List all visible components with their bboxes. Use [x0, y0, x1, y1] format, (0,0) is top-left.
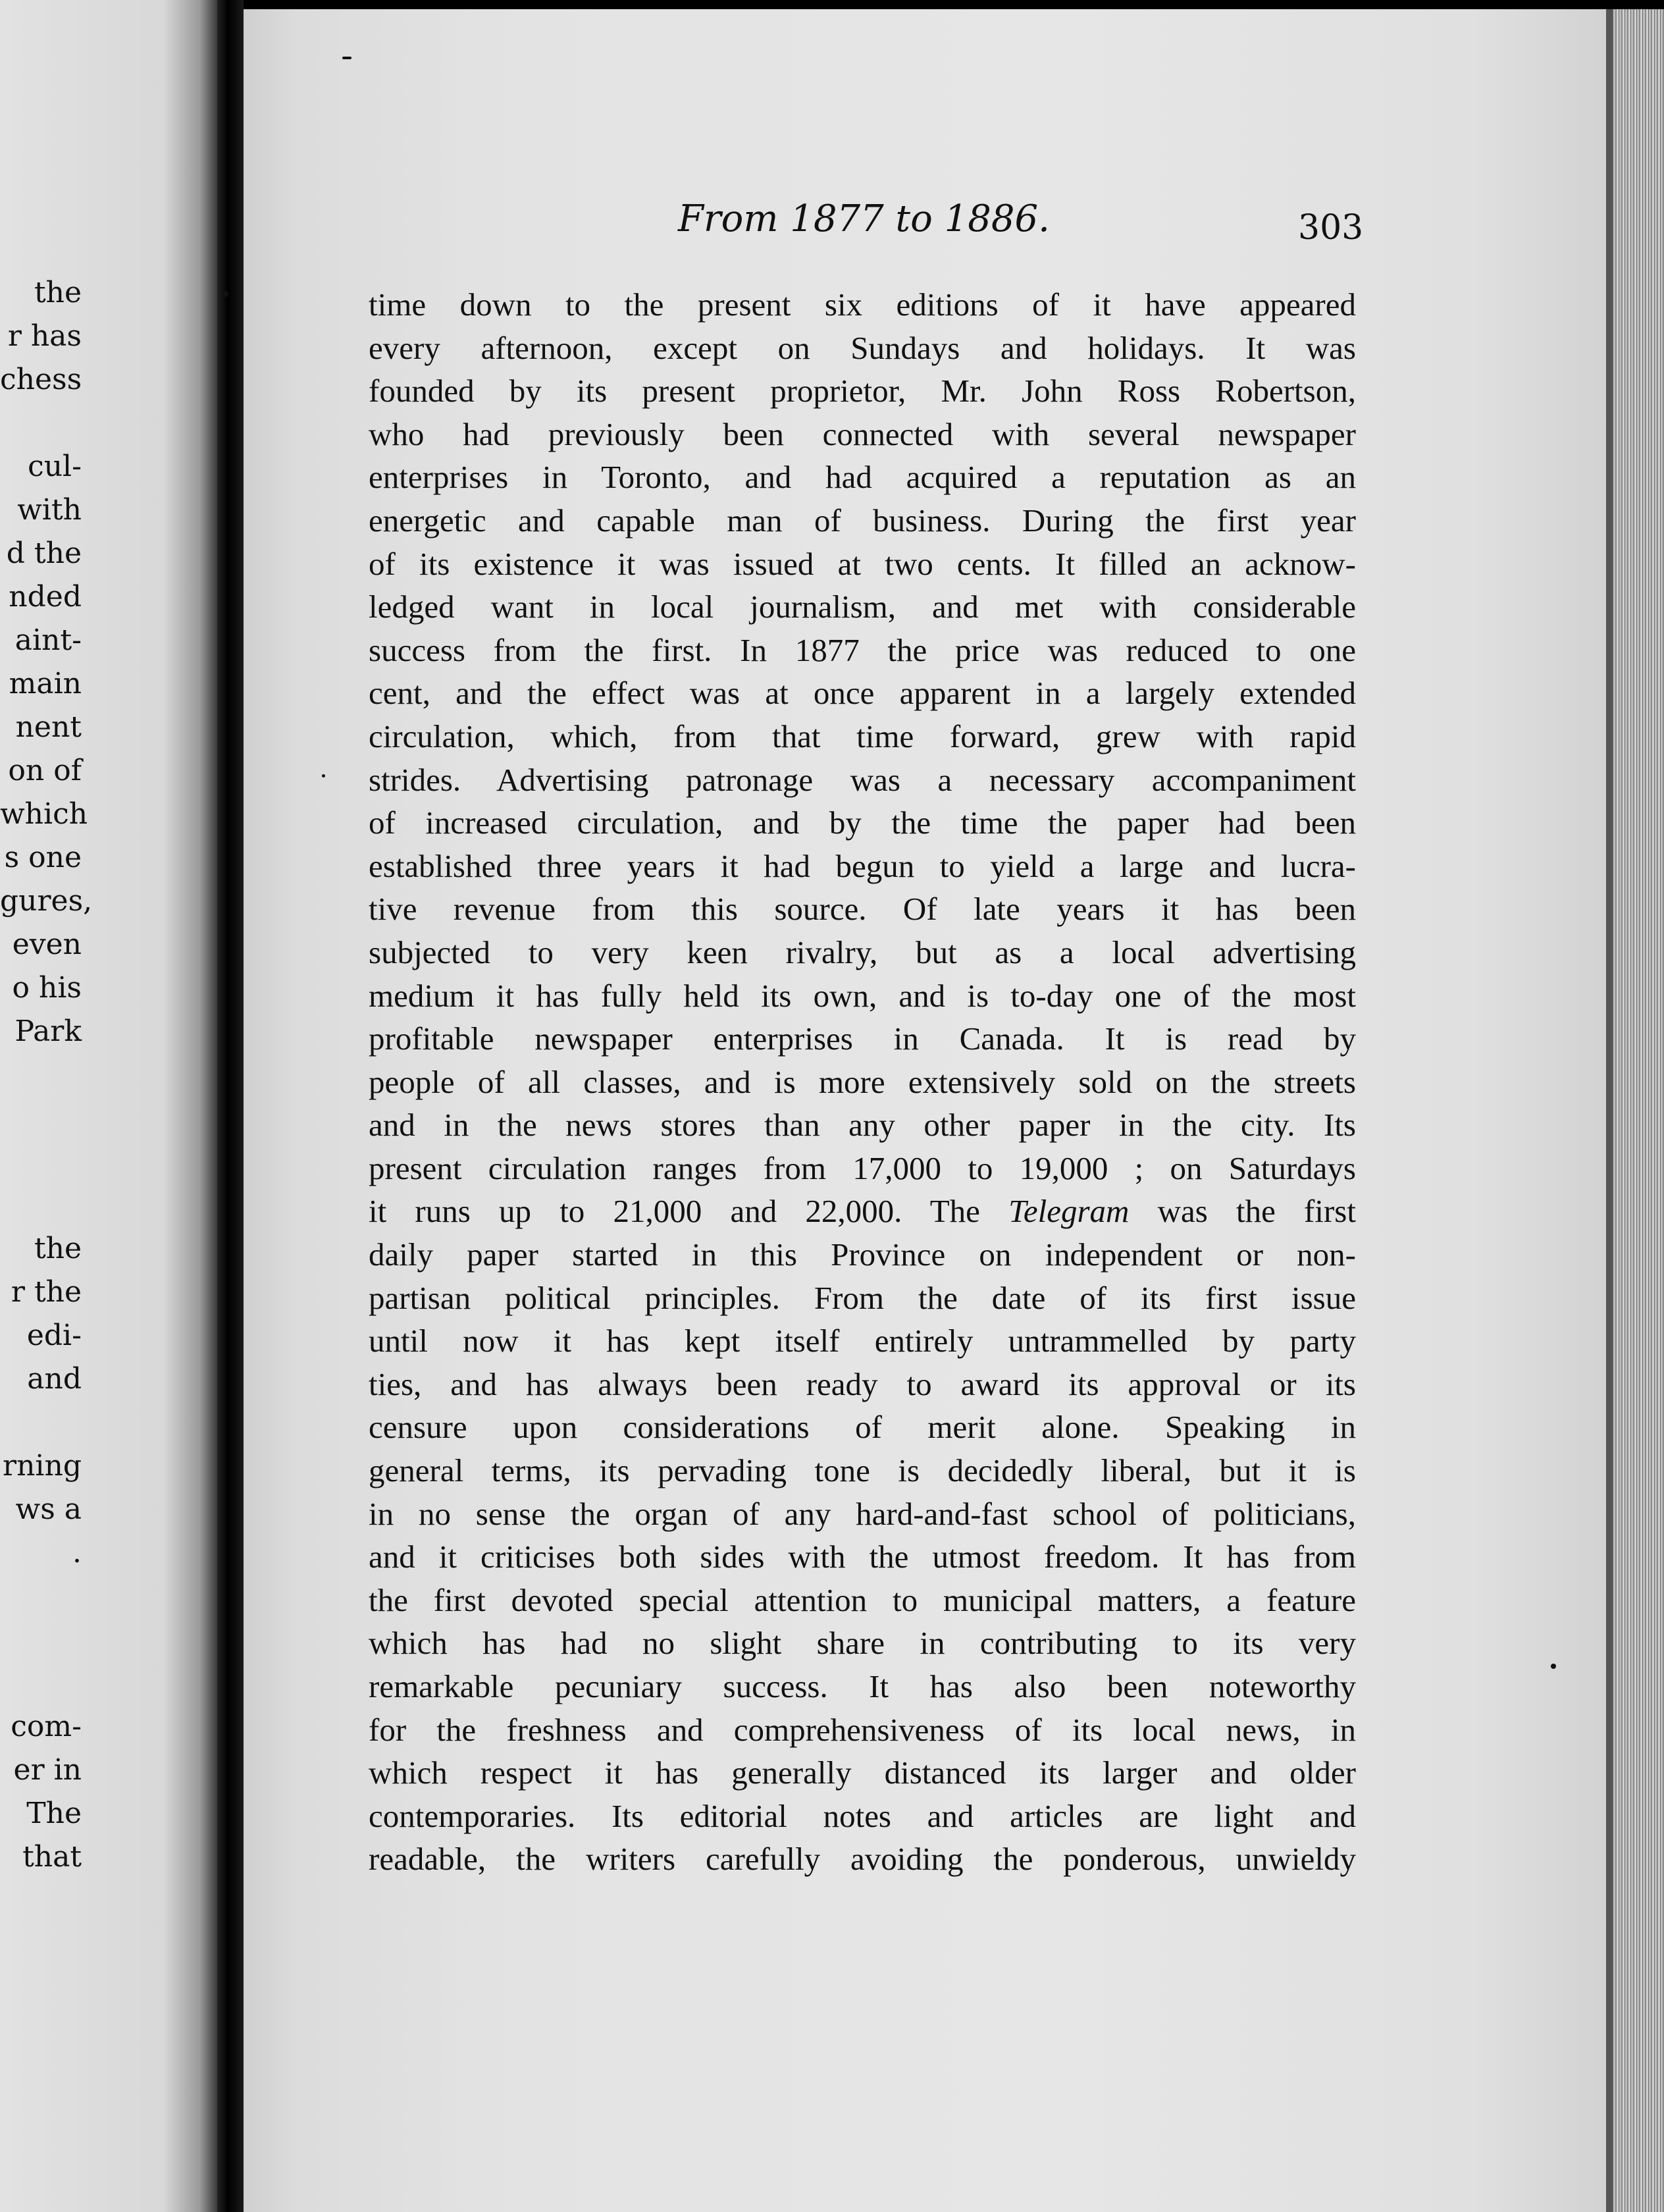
left-page-line — [0, 1097, 82, 1140]
body-line: and in the news stores than any other paper in the city. Its — [369, 1107, 1356, 1144]
body-line: in no sense the organ of any hard-and-fast school of politicians, — [369, 1495, 1356, 1532]
left-page-line — [0, 1053, 82, 1097]
body-line: established three years it had begun to yield a large and lucra- — [369, 847, 1356, 884]
left-page-line: r has — [7, 319, 82, 353]
body-line: ledged want in local journalism, and met with considerable — [369, 589, 1356, 625]
body-line: every afternoon, except on Sundays and holidays. It was — [369, 329, 1356, 366]
left-page-text — [0, 271, 93, 1879]
left-page-line: nded — [9, 580, 82, 614]
page-number: 303 — [1298, 208, 1364, 248]
left-page-line: the — [34, 276, 82, 309]
left-page-line: aint- — [14, 623, 82, 657]
body-line: it runs up to 21,000 and 22,000. The Telegram was the first — [369, 1193, 1356, 1230]
ink-speck — [222, 291, 228, 297]
left-page-line: rning — [3, 1449, 82, 1483]
left-page-line: . — [72, 1536, 82, 1569]
body-line: daily paper started in this Province on independent or non- — [369, 1236, 1356, 1273]
page-edges — [1607, 9, 1664, 2212]
body-line: which has had no slight share in contributing to its very — [369, 1625, 1356, 1662]
body-line: profitable newspaper enterprises in Canada. It is read by — [369, 1020, 1356, 1057]
body-line: circulation, which, from that time forward, grew with rapid — [369, 718, 1356, 754]
left-page-line: ws a — [15, 1492, 82, 1526]
body-line: strides. Advertising patronage was a necessary accompaniment — [369, 761, 1356, 798]
body-line: of its existence it was issued at two cents. It filled an acknow- — [369, 545, 1356, 582]
body-line: energetic and capable man of business. During the first year — [369, 502, 1356, 539]
left-page-line: edi- — [26, 1319, 82, 1352]
left-page-line: on of — [8, 754, 82, 787]
left-page-line — [0, 1575, 82, 1618]
body-line: people of all classes, and is more extensively sold on the streets — [369, 1063, 1356, 1100]
left-page-line: main — [9, 667, 82, 700]
left-page-line — [0, 1401, 82, 1444]
left-page-line: chess — [0, 363, 82, 396]
body-line: the first devoted special attention to municipal matters, a feature — [369, 1581, 1356, 1618]
left-page-line — [0, 1184, 82, 1227]
body-line: founded by its present proprietor, Mr. John Ross Robertson, — [369, 373, 1356, 409]
running-head: From 1877 to 1886. — [678, 198, 1050, 240]
body-line: enterprises in Toronto, and had acquired a reputation as an — [369, 459, 1356, 496]
left-page-line: that — [22, 1840, 82, 1874]
left-page-line: The — [26, 1797, 82, 1830]
body-line: and it criticises both sides with the utmost freedom. It has from — [369, 1539, 1356, 1575]
left-page-line: com- — [11, 1710, 82, 1743]
left-page-line: er in — [13, 1753, 82, 1787]
body-line: partisan political principles. From the date of its first issue — [369, 1279, 1356, 1316]
body-line: remarkable pecuniary success. It has also been noteworthy — [369, 1668, 1356, 1704]
newspaper-title: Telegram — [1008, 1193, 1130, 1230]
body-line: censure upon considerations of merit alone. Speaking in — [369, 1409, 1356, 1446]
left-page-line: d the — [6, 537, 82, 570]
left-page-line: cul- — [28, 450, 82, 483]
left-page-line — [0, 1140, 82, 1184]
body-line: contemporaries. Its editorial notes and articles are light and — [369, 1797, 1356, 1834]
left-page-line: o his — [12, 971, 82, 1005]
body-line: success from the first. In 1877 the price was reduced to one — [369, 631, 1356, 668]
body-line: time down to the present six editions of it have appeared — [369, 286, 1356, 323]
body-line: general terms, its pervading tone is decidedly liberal, but it is — [369, 1452, 1356, 1489]
book-gutter — [217, 0, 244, 2212]
body-line: for the freshness and comprehensiveness of its local news, in — [369, 1711, 1356, 1748]
body-line: which respect it has generally distanced its larger and older — [369, 1754, 1356, 1791]
left-page-line — [0, 402, 82, 445]
left-page-line: with — [17, 493, 82, 527]
left-page-line: nent — [15, 710, 82, 744]
ink-speck — [322, 774, 325, 777]
left-page-line: even — [12, 928, 82, 961]
body-line: subjected to very keen rivalry, but as a local advertising — [369, 934, 1356, 970]
body-line: of increased circulation, and by the time the paper had been — [369, 804, 1356, 841]
left-page-line — [0, 1618, 82, 1662]
left-page-line: s one — [4, 841, 82, 874]
body-line: cent, and the effect was at once apparent in a largely extended — [369, 675, 1356, 712]
ink-speck — [1551, 1664, 1556, 1669]
page-edge-shadow — [1606, 9, 1613, 2212]
body-line: readable, the writers carefully avoiding the ponderous, unwieldy — [369, 1841, 1356, 1878]
body-line: until now it has kept itself entirely untrammelled by party — [369, 1323, 1356, 1359]
left-page-line: the — [34, 1232, 82, 1265]
left-page-line: and — [27, 1362, 82, 1396]
left-page-line — [0, 1662, 82, 1705]
left-page-line: which — [0, 797, 88, 831]
left-facing-page — [0, 0, 217, 2212]
body-line: who had previously been connected with several newspaper — [369, 415, 1356, 452]
left-page-line: gures, — [0, 884, 93, 918]
body-line: medium it has fully held its own, and is to-day one of the most — [369, 977, 1356, 1014]
ink-speck — [342, 57, 351, 59]
left-page-line: r the — [11, 1275, 82, 1309]
body-text — [369, 283, 1356, 1881]
body-line: ties, and has always been ready to award its approval or its — [369, 1365, 1356, 1402]
body-line: present circulation ranges from 17,000 to 19,000 ; on Saturdays — [369, 1149, 1356, 1186]
left-page-line: Park — [14, 1014, 82, 1048]
body-line: tive revenue from this source. Of late years it has been — [369, 891, 1356, 928]
